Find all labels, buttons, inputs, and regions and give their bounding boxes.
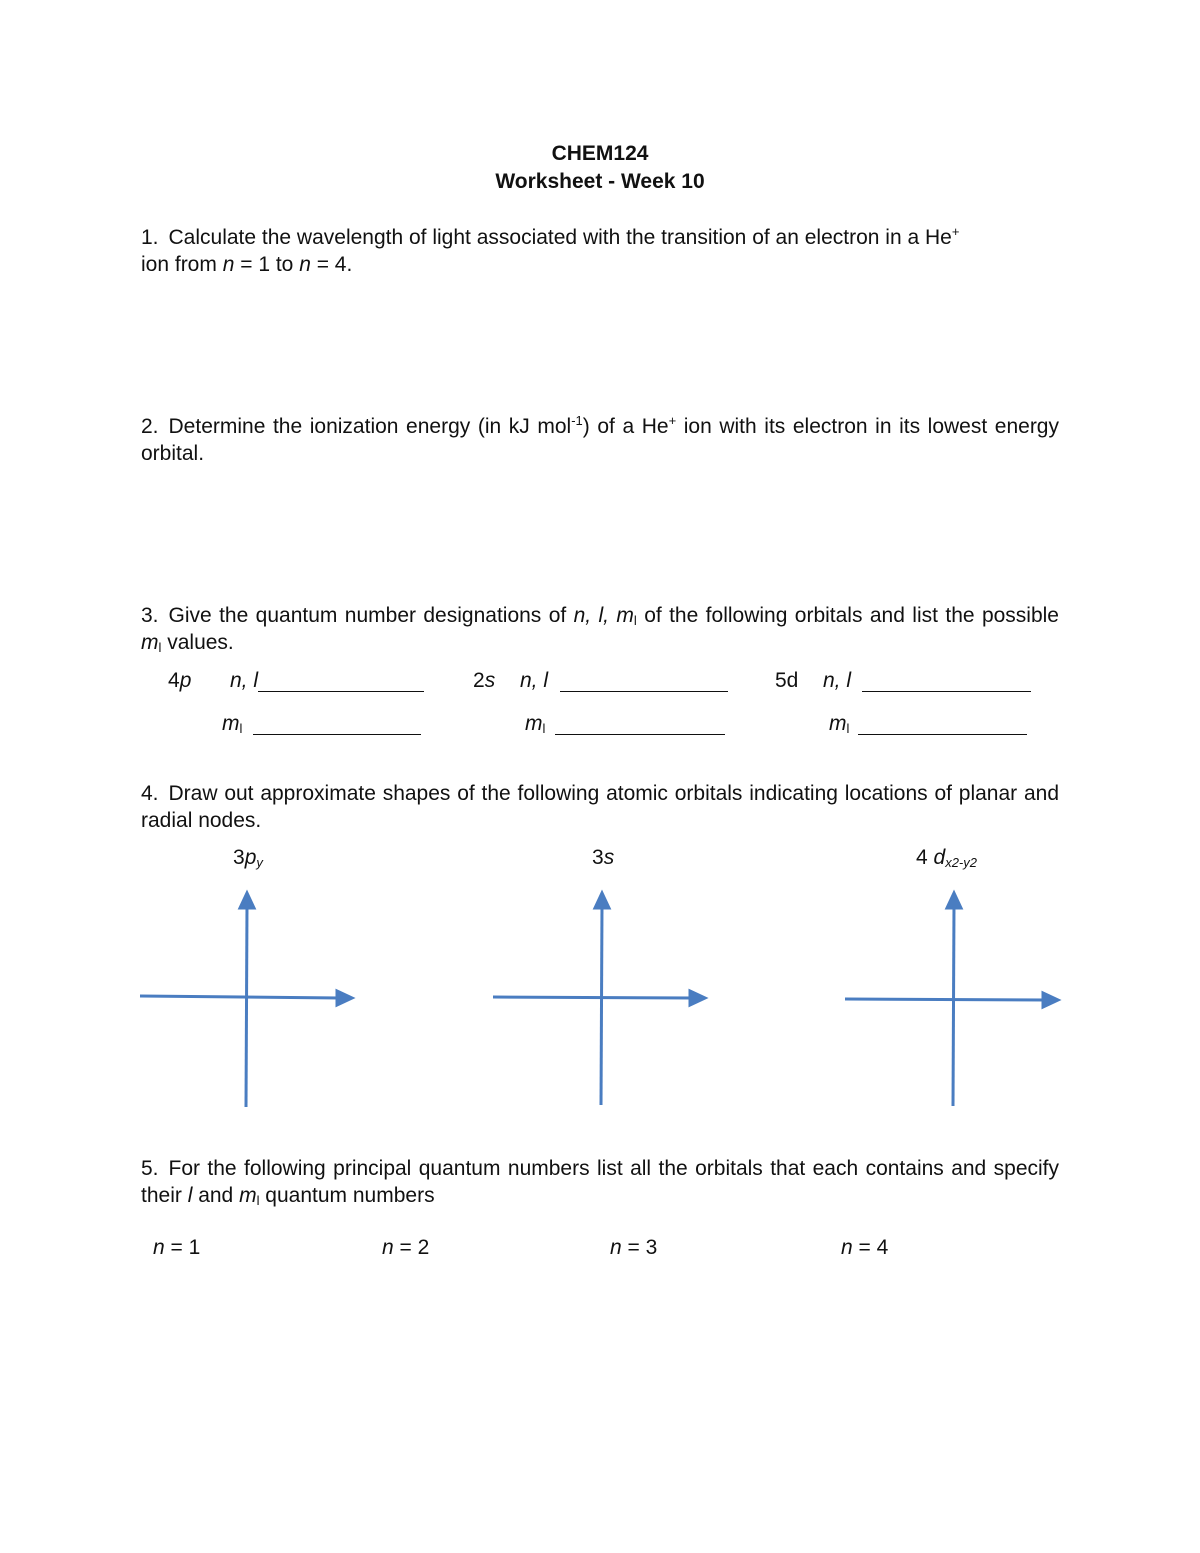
arrow-right-icon — [690, 991, 705, 1005]
orbital-label-3py: $3p_y$ — [233, 846, 263, 870]
principal-n-2: n = 2 — [382, 1236, 430, 1259]
ml-answer-line[interactable] — [858, 734, 1027, 735]
superscript: + — [951, 224, 960, 239]
nl-answer-line[interactable] — [862, 691, 1031, 692]
ml-answer-line[interactable] — [555, 734, 725, 735]
variable: n — [222, 253, 235, 276]
axes-drawing-area[interactable] — [838, 885, 1078, 1115]
variable: l — [187, 1184, 193, 1207]
subscript: l — [256, 1193, 260, 1208]
horizontal-axis — [493, 997, 693, 998]
subscript: l — [158, 640, 162, 655]
nl-label: n, l — [823, 669, 852, 692]
question-text: ion with its electron in its lowest energy orbital. — [141, 415, 1059, 465]
ml-label: $m_l$ — [525, 712, 546, 736]
question-5 — [141, 1155, 1059, 1209]
question-2 — [141, 413, 1059, 467]
question-text: of the following orbitals and list the possible — [636, 604, 1059, 627]
arrow-right-icon — [1043, 993, 1058, 1007]
question-text: ion from — [141, 253, 223, 276]
question-text: For the following principal quantum numbers list all the orbitals that each contains and specify their — [141, 1157, 1059, 1207]
vertical-axis — [246, 905, 247, 1107]
nl-answer-line[interactable] — [258, 691, 424, 692]
question-text: quantum numbers — [259, 1184, 435, 1207]
question-text: Determine the ionization energy (in kJ mol — [168, 415, 572, 438]
horizontal-axis — [845, 999, 1046, 1000]
question-text: ) of a He — [582, 415, 669, 438]
question-text: = 1 to — [234, 253, 300, 276]
question-text: values. — [161, 631, 234, 654]
question-text: Draw out approximate shapes of the following atomic orbitals indicating locations of planar and radial nodes. — [141, 782, 1059, 832]
variable: n — [299, 253, 311, 276]
subscript: l — [633, 613, 637, 628]
course-title: CHEM124 — [551, 142, 649, 165]
orbital-label-2s: 2s — [473, 669, 496, 692]
arrow-up-icon — [595, 893, 609, 908]
question-text: and — [192, 1184, 240, 1207]
horizontal-axis — [140, 996, 340, 998]
question-number: 1. — [141, 226, 159, 249]
variable: m — [239, 1184, 257, 1207]
axes-drawing-area[interactable] — [130, 885, 370, 1115]
arrow-right-icon — [337, 991, 352, 1005]
nl-label: n, l — [230, 669, 259, 692]
arrow-up-icon — [947, 893, 961, 908]
variable: n, l, m — [573, 604, 634, 627]
worksheet-subtitle: Worksheet - Week 10 — [495, 170, 705, 193]
vertical-axis — [601, 905, 602, 1105]
question-4 — [141, 780, 1059, 834]
question-number: 3. — [141, 604, 159, 627]
orbital-label-4p: 4p — [168, 669, 192, 692]
orbital-label-5d: 5d — [775, 669, 799, 692]
question-1 — [141, 224, 1059, 278]
axes-drawing-area[interactable] — [485, 885, 725, 1115]
vertical-axis — [953, 905, 954, 1106]
question-number: 2. — [141, 415, 159, 438]
principal-n-1: n = 1 — [153, 1236, 201, 1259]
nl-label: n, l — [520, 669, 549, 692]
question-text: Give the quantum number designations of — [168, 604, 574, 627]
ml-answer-line[interactable] — [253, 734, 421, 735]
superscript: + — [668, 413, 677, 428]
arrow-up-icon — [240, 893, 254, 908]
question-text: Calculate the wavelength of light associated with the transition of an electron in a He — [168, 226, 952, 249]
principal-n-3: n = 3 — [610, 1236, 658, 1259]
superscript: -1 — [571, 413, 583, 428]
nl-answer-line[interactable] — [560, 691, 728, 692]
question-text: = 4. — [310, 253, 353, 276]
question-number: 4. — [141, 782, 159, 805]
question-number: 5. — [141, 1157, 159, 1180]
ml-label: $m_l$ — [829, 712, 850, 736]
orbital-label-4dx2y2: 4 $d_{x2-y2}$ — [916, 846, 977, 870]
question-3 — [141, 602, 1059, 656]
variable: m — [141, 631, 159, 654]
principal-n-4: n = 4 — [841, 1236, 889, 1259]
orbital-label-3s: 3s — [592, 846, 615, 869]
ml-label: $m_l$ — [222, 712, 243, 736]
